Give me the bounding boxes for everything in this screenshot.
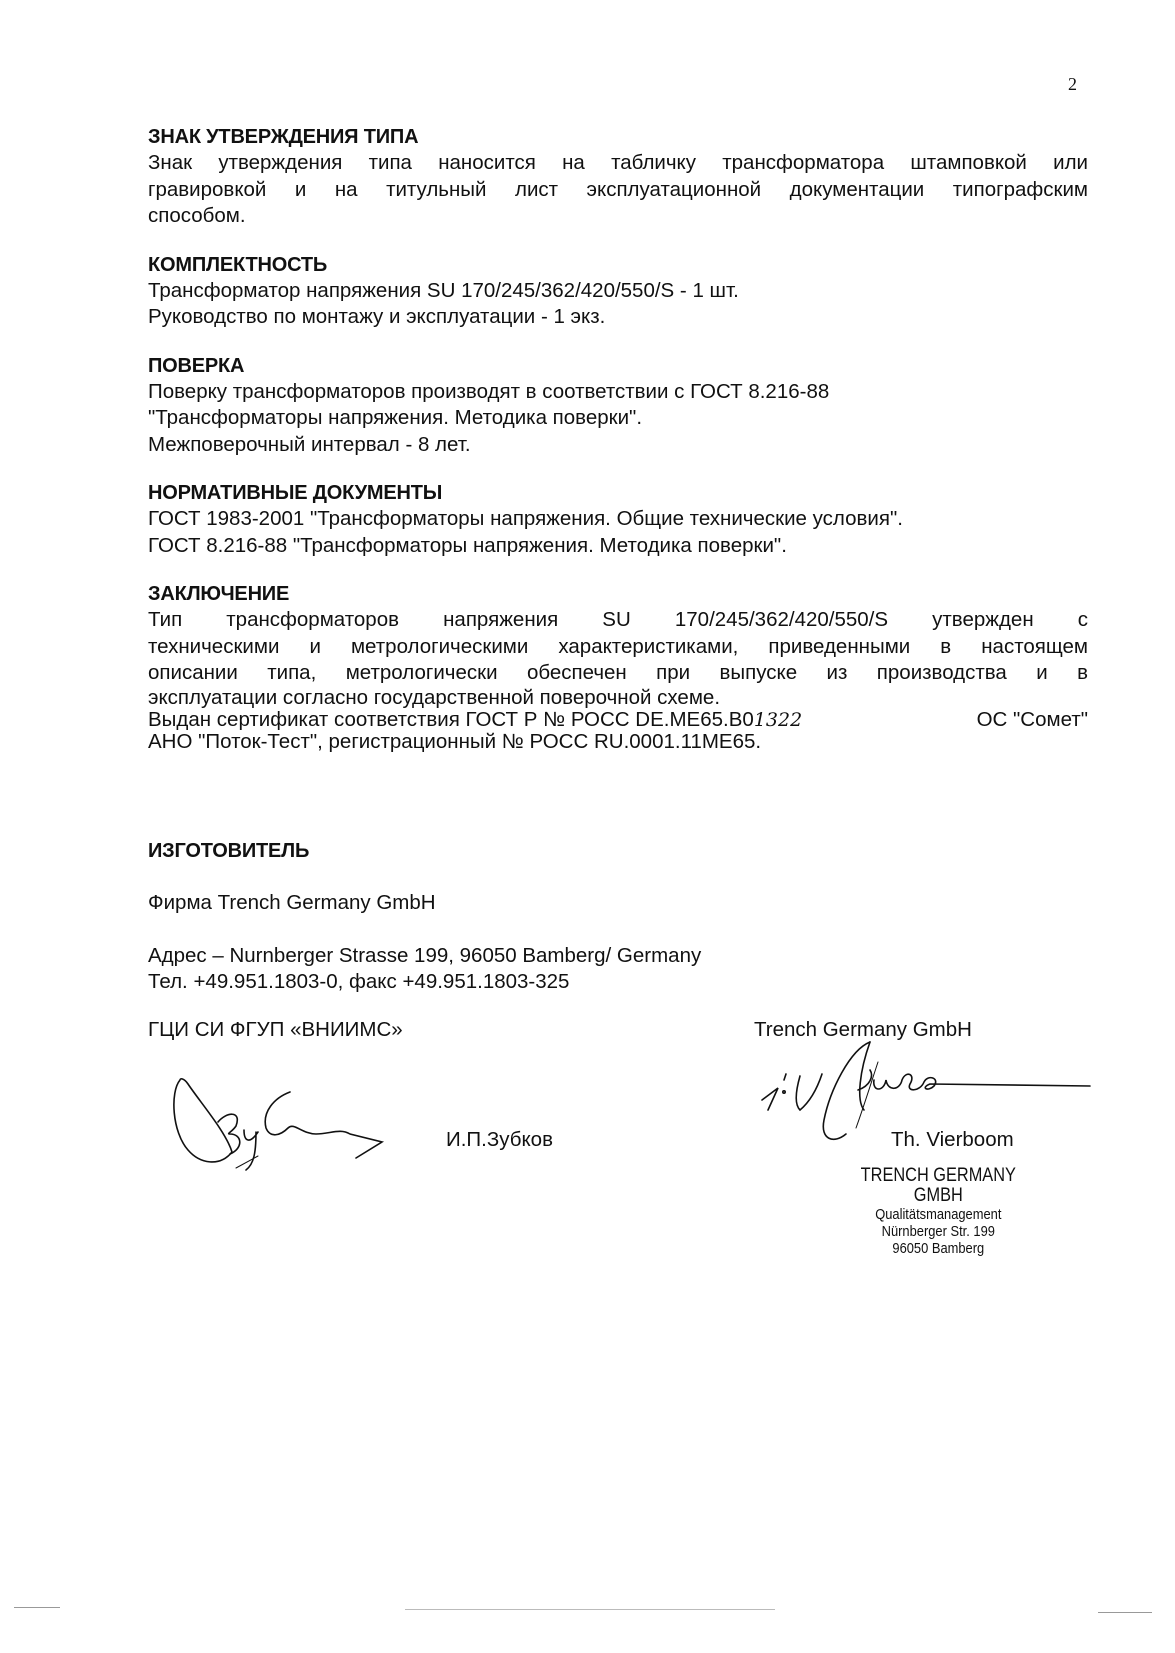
section-conclusion xyxy=(148,581,1088,753)
paragraph-line: Знак утверждения типа наносится на табличку трансформатора штамповкой или xyxy=(148,151,1088,174)
stamp-line: 96050 Bamberg xyxy=(892,1240,985,1257)
certificate-registration-line: АНО "Поток-Тест", регистрационный № РОСС RU.0001.11ME65. xyxy=(148,729,762,753)
section-title: ЗАКЛЮЧЕНИЕ xyxy=(148,583,290,605)
scan-artifact-divider xyxy=(1098,1612,1152,1613)
paragraph-line: способом. xyxy=(148,204,246,227)
certificate-line xyxy=(148,709,1088,731)
signature-left-icon xyxy=(170,1072,410,1172)
manufacturer-firm: Фирма Trench Germany GmbH xyxy=(148,891,436,914)
paragraph-line: гравировкой и на титульный лист эксплуатационной документации типографским xyxy=(148,177,1088,201)
section-title: КОМПЛЕКТНОСТЬ xyxy=(148,253,328,276)
paragraph-line: описании типа, метрологически обеспечен при выпуске из производства и в xyxy=(148,661,1088,684)
section-normative-documents xyxy=(148,480,1088,559)
certificate-prefix: Выдан сертификат соответствия ГОСТ Р № РОСС DE.ME65.B0 xyxy=(148,707,754,731)
paragraph-line: Трансформатор напряжения SU 170/245/362/420/550/S - 1 шт. xyxy=(148,278,739,302)
section-type-approval-mark xyxy=(148,124,1088,230)
section-title: ЗНАК УТВЕРЖДЕНИЯ ТИПА xyxy=(148,126,419,148)
section-manufacturer xyxy=(148,838,948,996)
page-number: 2 xyxy=(1068,74,1077,94)
paragraph-line: Тип трансформаторов напряжения SU 170/245/362/420/550/S утвержден с xyxy=(148,608,1088,631)
paragraph-line: ГОСТ 1983-2001 "Трансформаторы напряжения. Общие технические условия". xyxy=(148,507,903,530)
section-title: ПОВЕРКА xyxy=(148,354,245,377)
paragraph-line: техническими и метрологическими характеристиками, приведенными в настоящем xyxy=(148,634,1088,658)
signatory-left-organization: ГЦИ СИ ФГУП «ВНИИМС» xyxy=(148,1018,403,1041)
section-title: ИЗГОТОВИТЕЛЬ xyxy=(148,840,310,862)
scan-artifact-divider xyxy=(405,1609,775,1610)
paragraph-line: ГОСТ 8.216-88 "Трансформаторы напряжения. Методика поверки". xyxy=(148,533,787,557)
signatory-right-organization: Trench Germany GmbH xyxy=(754,1018,972,1041)
stamp-line: Qualitätsmanagement xyxy=(875,1206,1002,1223)
document-body xyxy=(148,124,1088,775)
manufacturer-phone: Тел. +49.951.1803-0, факс +49.951.1803-325 xyxy=(148,970,570,993)
manufacturer-address: Адрес – Nurnberger Strasse 199, 96050 Bamberg/ Germany xyxy=(148,943,702,967)
section-completeness xyxy=(148,252,1088,331)
section-verification xyxy=(148,353,1088,459)
scan-artifact-divider xyxy=(14,1607,60,1608)
certificate-handwritten-number: 1322 xyxy=(753,708,803,731)
paragraph-line: Руководство по монтажу и эксплуатации - 1 экз. xyxy=(148,305,606,328)
stamp-line: Nürnberger Str. 199 xyxy=(881,1223,995,1240)
certification-body: ОС "Сомет" xyxy=(976,707,1088,731)
company-stamp xyxy=(848,1166,1029,1257)
signatory-left-name: И.П.Зубков xyxy=(446,1128,553,1151)
signatory-right-name: Th. Vierboom xyxy=(891,1128,1014,1151)
paragraph-line: эксплуатации согласно государственной поверочной схеме. xyxy=(148,685,721,709)
stamp-line: TRENCH GERMANY GMBH xyxy=(860,1165,1016,1206)
section-title: НОРМАТИВНЫЕ ДОКУМЕНТЫ xyxy=(148,482,443,504)
paragraph-line: "Трансформаторы напряжения. Методика поверки". xyxy=(148,406,643,429)
paragraph-line: Межповерочный интервал - 8 лет. xyxy=(148,432,471,456)
paragraph-line: Поверку трансформаторов производят в соответствии с ГОСТ 8.216-88 xyxy=(148,379,830,403)
